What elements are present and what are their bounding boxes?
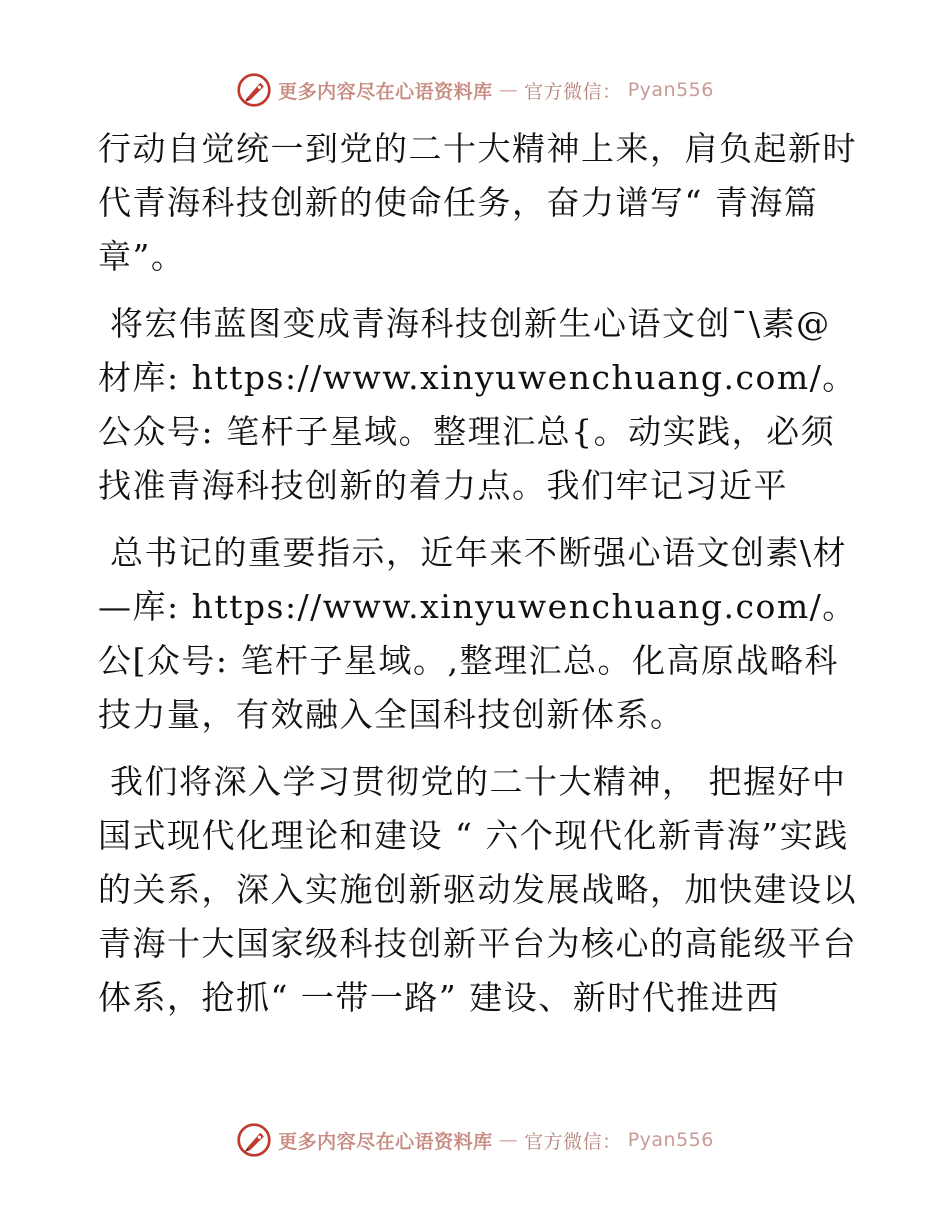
watermark-label: 官方微信： bbox=[524, 80, 622, 103]
watermark-account: Pyan556 bbox=[627, 79, 714, 101]
paragraph-1: 行动自觉统一到党的二十大精神上来，肩负起新时代青海科技创新的使命任务，奋力谱写“ 青海篇章”。 bbox=[98, 129, 857, 276]
pen-logo-icon bbox=[236, 1122, 272, 1158]
header-watermark bbox=[0, 70, 950, 110]
paragraph-2: 将宏伟蓝图变成青海科技创新生心语文创¯\素@材库: https://www.xinyuwenchuang.com/。公众号: 笔杆子星域。整理汇总{。动实践，必须找准青海科技创新的着力点。我们牢记习近平 bbox=[98, 304, 857, 505]
footer-watermark bbox=[0, 1120, 950, 1160]
watermark-separator: — bbox=[498, 79, 519, 101]
paragraph-4: 我们将深入学习贯彻党的二十大精神， 把握好中国式现代化理论和建设 “ 六个现代化新青海”实践的关系，深入实施创新驱动发展战略，加快建设以青海十大国家级科技创新平台为核心的高能级平台体系，抢抓“ 一带一路” 建设、新时代推进西 bbox=[98, 762, 857, 1017]
pen-logo-icon bbox=[236, 72, 272, 108]
watermark-brand: 更多内容尽在心语资料库 bbox=[278, 1130, 493, 1153]
watermark-brand: 更多内容尽在心语资料库 bbox=[278, 80, 493, 103]
watermark-separator: — bbox=[498, 1129, 519, 1151]
watermark-label: 官方微信： bbox=[524, 1130, 622, 1153]
paragraph-3: 总书记的重要指示，近年来不断强心语文创素\材—库: https://www.xinyuwenchuang.com/。公[众号: 笔杆子星域。,整理汇总。化高原战略科技力量，有效融入全国科技创新体系。 bbox=[98, 533, 857, 734]
document-body bbox=[98, 122, 858, 1025]
watermark-account: Pyan556 bbox=[627, 1129, 714, 1151]
